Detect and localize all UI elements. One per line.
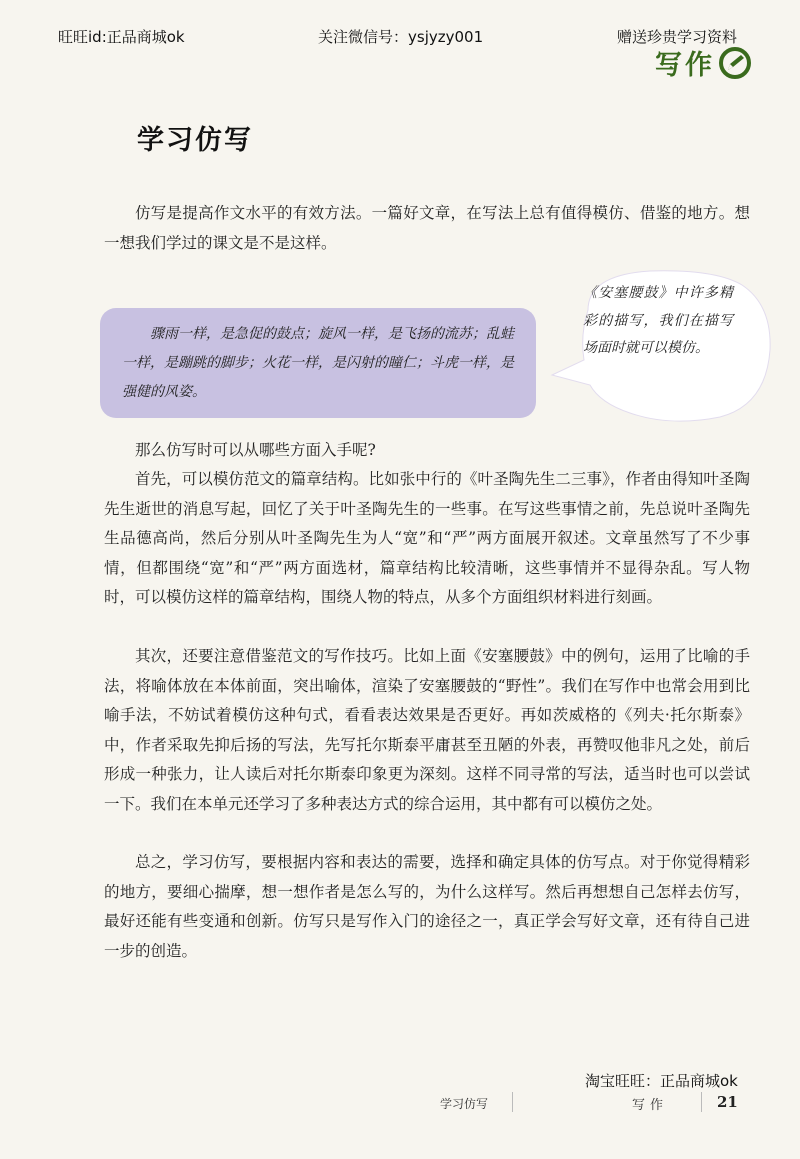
watermark-left: 旺旺id:正品商城ok [58,28,185,46]
footer-divider [512,1092,513,1112]
section-header [655,43,751,82]
conclusion-paragraph: 总之，学习仿写，要根据内容和表达的需要，选择和确定具体的仿写点。对于你觉得精彩的地方，要细心揣摩，想一想作者是怎么写的，为什么这样写。然后再想想自己怎样去仿写，最好还能有些变通和创新。仿写只是写作入门的途径之一，真正学会写好文章，还有待自己进一步的创造。 [104,853,750,960]
footer-divider [701,1092,702,1112]
pencil-circle-icon [719,47,751,79]
footer-watermark: 淘宝旺旺：正品商城ok [585,1072,738,1090]
watermark-center: 关注微信号：ysjyzy001 [318,28,484,46]
quote-box: 骤雨一样，是急促的鼓点；旋风一样，是飞扬的流苏；乱蛙一样，是蹦跳的脚步；火花一样，是闪射的瞳仁；斗虎一样，是强健的风姿。 [100,308,536,418]
question-paragraph: 那么仿写时可以从哪些方面入手呢? [135,441,376,459]
second-paragraph: 其次，还要注意借鉴范文的写作技巧。比如上面《安塞腰鼓》中的例句，运用了比喻的手法，将喻体放在本体前面，突出喻体，渲染了安塞腰鼓的“野性”。我们在写作中也常会用到比喻手法，不妨试着模仿这种句式，看看表达效果是否更好。再如茨威格的《列夫·托尔斯泰》中，作者采取先抑后扬的写法，先写托尔斯泰平庸甚至丑陋的外表，再赞叹他非凡之处，前后形成一种张力，让人读后对托尔斯泰印象更为深刻。这样不同寻常的写法，适当时也可以尝试一下。我们在本单元还学习了多种表达方式的综合运用，其中都有可以模仿之处。 [104,647,750,813]
section-header-label: 写作 [655,50,715,81]
page-number: 21 [717,1093,738,1111]
footer-lesson-title: 学习仿写 [440,1097,489,1111]
page-title: 学习仿写 [137,125,253,156]
footer-section-name: 写作 [632,1098,669,1113]
speech-bubble-text: 《安塞腰鼓》中许多精彩的描写，我们在描写场面时就可以模仿。 [583,285,733,356]
first-paragraph: 首先，可以模仿范文的篇章结构。比如张中行的《叶圣陶先生二三事》，作者由得知叶圣陶先生逝世的消息写起，回忆了关于叶圣陶先生的一些事。在写这些事情之前，先总说叶圣陶先生品德高尚，然后分别从叶圣陶先生为人“宽”和“严”两方面展开叙述。文章虽然写了不少事情，但都围绕“宽”和“严”两方面选材，篇章结构比较清晰，这些事情并不显得杂乱。写人物时，可以模仿这样的篇章结构，围绕人物的特点，从多个方面组织材料进行刻画。 [104,470,750,606]
watermark-right: 赠送珍贵学习资料 [617,28,738,46]
intro-paragraph: 仿写是提高作文水平的有效方法。一篇好文章，在写法上总有值得模仿、借鉴的地方。想一想我们学过的课文是不是这样。 [104,204,750,252]
